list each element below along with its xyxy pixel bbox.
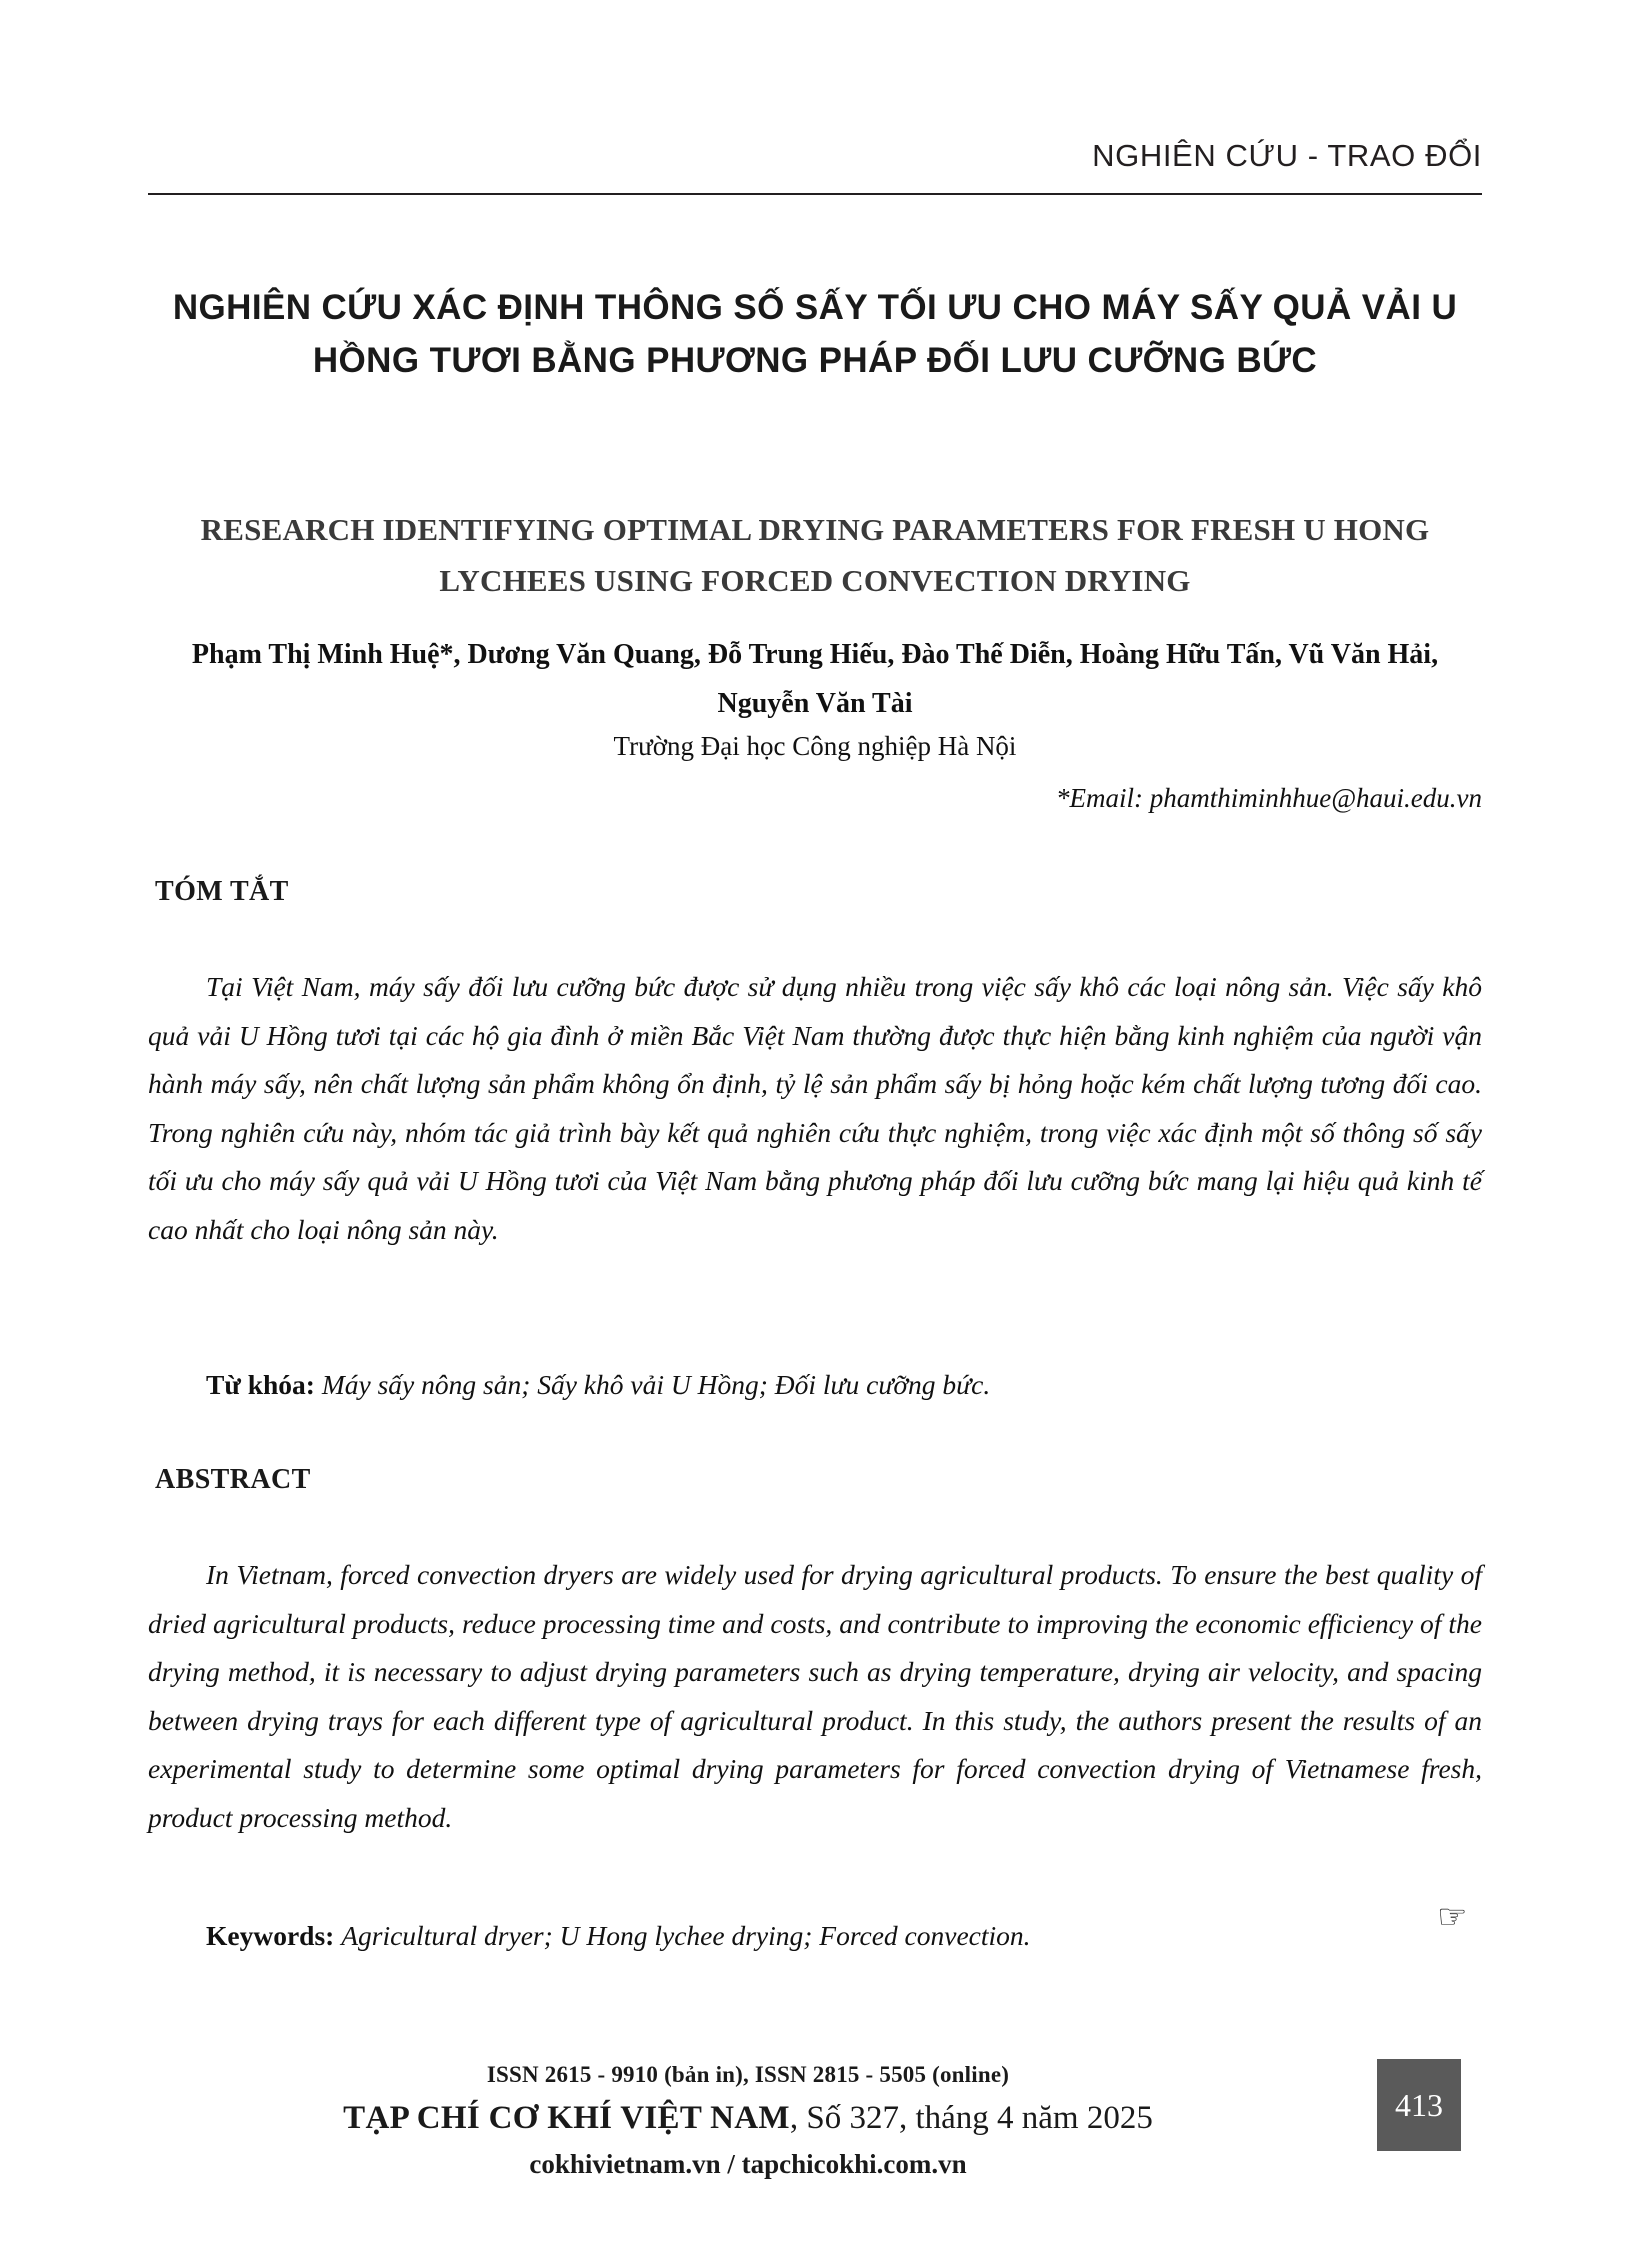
running-head: NGHIÊN CỨU - TRAO ĐỔI (1092, 138, 1482, 173)
keywords-english (148, 1914, 1482, 1958)
keywords-vietnamese-text: Máy sấy nông sản; Sấy khô vải U Hồng; Đối lưu cưỡng bức. (321, 1369, 991, 1400)
article-title-english: RESEARCH IDENTIFYING OPTIMAL DRYING PARAMETERS FOR FRESH U HONG LYCHEES USING FORCED CONVECTION DRYING (200, 511, 1430, 598)
section-heading-tomtat: TÓM TẮT (155, 876, 289, 907)
keywords-vietnamese-label: Từ khóa: (206, 1369, 315, 1400)
footer-journal-line (148, 2094, 1348, 2142)
page-footer (148, 2058, 1348, 2184)
keywords-english-label: Keywords: (206, 1920, 335, 1951)
corresponding-email: *Email: phamthiminhhue@haui.edu.vn (1055, 783, 1482, 813)
keywords-vietnamese (148, 1363, 1482, 1407)
footer-website: cokhivietnam.vn / tapchicokhi.com.vn (529, 2149, 967, 2179)
author-list: Phạm Thị Minh Huệ*, Dương Văn Quang, Đỗ Trung Hiếu, Đào Thế Diễn, Hoàng Hữu Tấn, Vũ Văn Hải, Nguyễn Văn Tài (191, 639, 1439, 719)
abstract-vietnamese: Tại Việt Nam, máy sấy đối lưu cưỡng bức được sử dụng nhiều trong việc sấy khô các loại nông sản. Việc sấy khô quả vải U Hồng tươi tại các hộ gia đình ở miền Bắc Việt Nam thường được thực hiện bằng kinh nghiệm của người vận hành máy sấy, nên chất lượng sản phẩm không ổn định, tỷ lệ sản phẩm sấy bị hỏng hoặc kém chất lượng tương đối cao. Trong nghiên cứu này, nhóm tác giả trình bày kết quả nghiên cứu thực nghiệm, trong việc xác định một số thông số sấy tối ưu cho máy sấy quả vải U Hồng tươi của Việt Nam bằng phương pháp đối lưu cưỡng bức mang lại hiệu quả kinh tế cao nhất cho loại nông sản này. (148, 971, 1482, 1245)
pointing-hand-icon: ☞ (1437, 1897, 1468, 1937)
author-affiliation: Trường Đại học Công nghiệp Hà Nội (613, 731, 1017, 761)
page-number-badge: 413 (1377, 2059, 1461, 2151)
footer-journal-name: TẠP CHÍ CƠ KHÍ VIỆT NAM (343, 2100, 790, 2136)
keywords-english-text: Agricultural dryer; U Hong lychee drying; Forced convection. (341, 1920, 1031, 1951)
footer-issn: ISSN 2615 - 9910 (bản in), ISSN 2815 - 5505 (online) (486, 2062, 1010, 2087)
abstract-english: In Vietnam, forced convection dryers are widely used for drying agricultural products. To ensure the best quality of dried agricultural products, reduce processing time and costs, and contribute to improving the economic efficiency of the drying method, it is necessary to adjust drying parameters such as drying temperature, drying air velocity, and spacing between drying trays for each different type of agricultural product. In this study, the authors present the results of an experimental study to determine some optimal drying parameters for forced convection drying of Vietnamese fresh, product processing method. (148, 1559, 1482, 1833)
header-divider-rule (148, 193, 1482, 195)
footer-issue-info: , Số 327, tháng 4 năm 2025 (789, 2100, 1153, 2136)
article-title-vietnamese: NGHIÊN CỨU XÁC ĐỊNH THÔNG SỐ SẤY TỐI ƯU CHO MÁY SẤY QUẢ VẢI U HỒNG TƯƠI BẰNG PHƯƠNG PHÁP ĐỐI LƯU CƯỠNG BỨC (172, 288, 1458, 381)
section-heading-abstract: ABSTRACT (155, 1464, 311, 1495)
